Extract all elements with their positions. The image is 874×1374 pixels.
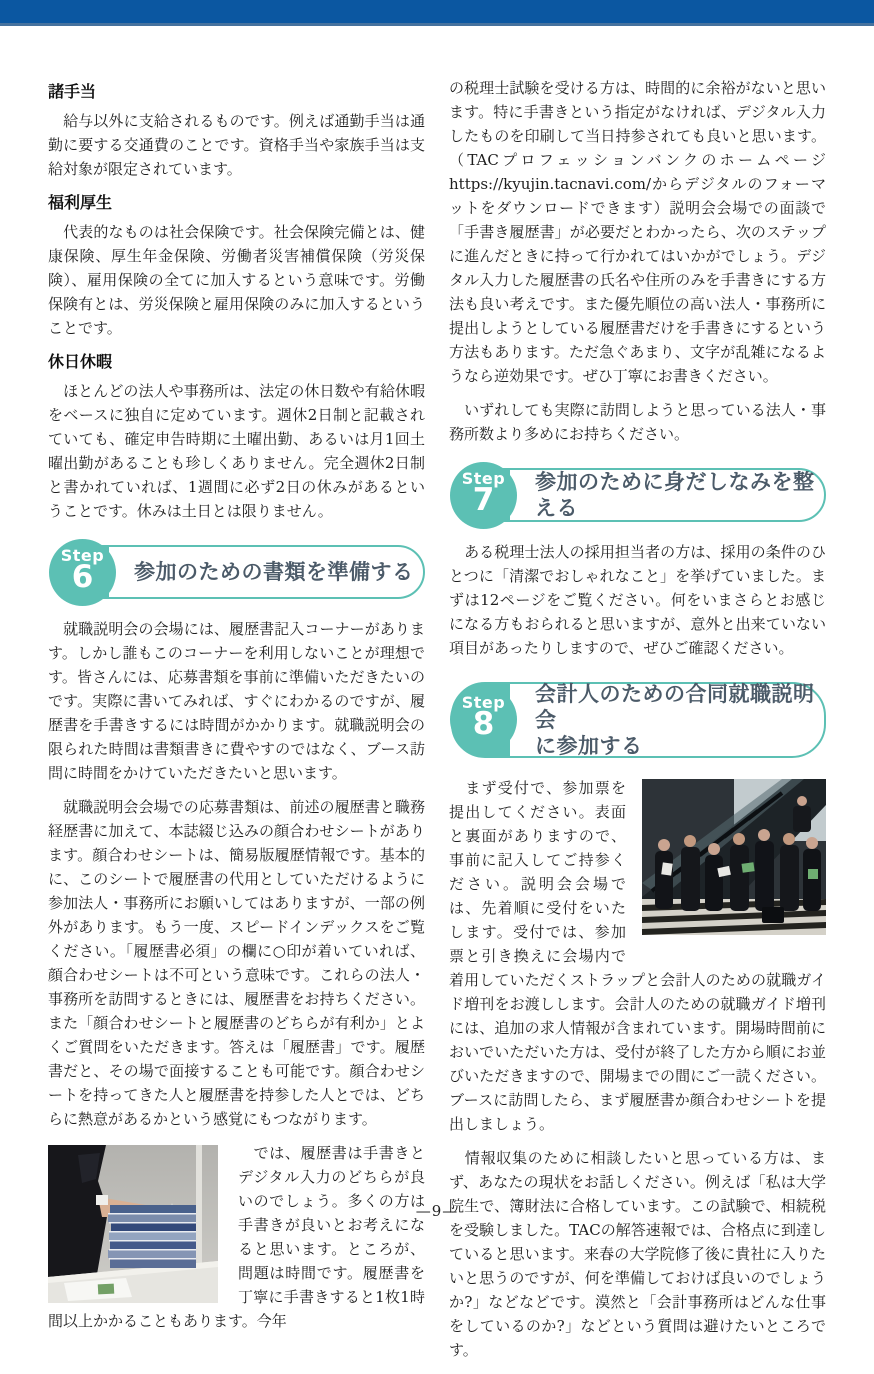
step6-paragraph-2: 就職説明会会場での応募書類は、前述の履歴書と職務経歴書に加えて、本誌綴じ込みの顔合わせシートがあります。顔合わせシートは、簡易版履歴情報です。基本的に、このシートで履歴書の代用としていただけるように参加法人・事務所にお願いしてはありますが、一部の例外があります。もう一度、スピードインデックスをご覧ください。「履歴書必須」の欄に○印が着いていれば、顔合わせシートは不可という意味です。これらの法人・事務所を訪問するときには、履歴書をお持ちください。また「顔合わせシートと履歴書のどちらが有利か」とよくご質問をいただきます。答えは「履歴書」です。履歴書だと、その場で面接することも可能です。顔合わせシートを持ってきた人と履歴書を持参した人とでは、どちらに熱意があるかという感覚にもつながります。: [48, 798, 425, 1128]
step7-title: [453, 470, 824, 520]
step8-number: 8: [472, 706, 495, 742]
step8-label: Step: [461, 693, 506, 712]
continued-paragraph: の税理士試験を受ける方は、時間的に余裕がないと思います。特に手書きという指定がなければ、デジタル入力したものを印刷して当日持参されても良いと思います。（TACプロフェッションバンクのホームページhttps://kyujin.tacnavi.com/からデジタルのフォーマットをダウンロードできます）説明会会場での面談で「手書き履歴書」が必要だとわかったら、次のステップに進んだときに持って行かれてはいかがでしょう。デジタル入力した履歴書の氏名や住所のみを手書きにする方法も良い考えです。また優先順位の高い法人・事務所に提出しようとしている履歴書だけを手書きにするという方法もあります。ただ急ぐあまり、文字が乱雑になるようなら逆効果です。ぜひ丁寧にお書きください。: [449, 79, 826, 385]
step8-paragraph-2: 情報収集のために相談したいと思っている方は、まず、あなたの現状をお話しください。例えば「私は大学院生で、簿財法に合格しています。この試験で、相続税を受験しました。TACの解答速報では、合格点に到達していると思います。来春の大学院修了後に貴社に入りたいと思うのですが、何を準備しておけば良いのでしょうか?」などなどです。漠然と「会計事務所はどんな仕事をしているのか?」などという質問は避けたいところです。: [449, 1149, 826, 1359]
section-body-allowances: 給与以外に支給されるものです。例えば通勤手当は通勤に要する交通費のことです。資格手当や家族手当は支給対象が限定されています。: [48, 112, 425, 178]
section-body-holidays: ほとんどの法人や事務所は、法定の休日数や有給休暇をベースに独自に定めています。週休2日制と記載されていても、確定申告時期に土曜出勤、あるいは月1回土曜出勤があることも珍しくありません。完全週休2日制と書かれていれば、1週間に必ず2日の休みがあるということです。休みは土日とは限りません。: [48, 382, 425, 520]
step7-badge: [451, 468, 826, 522]
step8-paragraph-1: まず受付で、参加票を提出してください。表面と裏面がありますので、事前に記入してご持参ください。説明会会場では、先着順に受付をいたします。受付では、参加票と引き換えに会場内で着用していただくストラップと会計人のための就職ガイド増刊をお渡しします。会計人のための就職ガイド増刊には、追加の求人情報が含まれています。開場時間前においでいただいた方は、受付が終了した方から順にお並びいただきますので、開場までの間にご一読ください。ブースに訪問したら、まず履歴書か顔合わせシートを提出しましょう。: [449, 779, 826, 1133]
step6-paragraph-3: では、履歴書は手書きとデジタル入力のどちらが良いのでしょう。多くの方は手書きが良いとお考えになると思います。ところが、問題は時間です。履歴書を丁寧に手書きすると1枚1時間以上かかることもあります。今年: [48, 1144, 425, 1330]
page-content: [0, 26, 874, 1374]
page-number: —9—: [415, 1202, 459, 1220]
step8-photo-block: [449, 776, 826, 1374]
step8-title: [453, 684, 824, 756]
right-column: [449, 76, 826, 1374]
step6-photo-block: [48, 1141, 425, 1345]
step8-badge: [451, 682, 826, 758]
bring-more-paragraph: いずれしても実際に訪問しようと思っている法人・事務所数より多めにお持ちください。: [449, 401, 826, 443]
section-body-benefits: 代表的なものは社会保険です。社会保険完備とは、健康保険、厚生年金保険、労働者災害補償保険（労災保険）、雇用保険の全てに加入するという意味です。労働保険有とは、労災保険と雇用保険のみに加入するということです。: [48, 223, 425, 337]
step6-badge: [50, 545, 425, 599]
step6-title: [52, 547, 423, 597]
step7-label: Step: [461, 469, 506, 488]
section-heading-benefits: 福利厚生: [48, 193, 113, 212]
step8-title-line1: 会計人のための合同就職説明会: [535, 682, 815, 732]
step7-number: 7: [472, 482, 495, 518]
step6-title-text: 参加のための書類を準備する: [134, 560, 414, 584]
step7-paragraph: ある税理士法人の採用担当者の方は、採用の条件のひとつに「清潔でおしゃれなこと」を挙げていました。まずは12ページをご覧ください。何をいまさらとお感じになる方もおられると思いますが、意外と出来ていない項目があったりしますので、ぜひご確認ください。: [449, 543, 826, 657]
job-fair-registration-queue-photo: [642, 779, 826, 935]
step8-title-line2: に参加する: [535, 734, 643, 758]
left-column: [48, 76, 425, 1374]
step6-label: Step: [60, 546, 105, 565]
section-heading-allowances: 諸手当: [48, 82, 97, 101]
step7-title-text: 参加のために身だしなみを整える: [535, 470, 815, 520]
job-fair-booth-handout-stack-photo: [48, 1145, 218, 1303]
step6-paragraph-1: 就職説明会の会場には、履歴書記入コーナーがあります。しかし誰もこのコーナーを利用しないことが理想です。皆さんには、応募書類を事前に準備いただきたいのです。実際に書いてみれば、すぐにわかるのですが、履歴書を手書きするには時間がかかります。就職説明会の限られた時間は書類書きに費やすのではなく、ブース訪問に時間をかけていただきたいと思います。: [48, 620, 425, 782]
top-header-band: [0, 0, 874, 26]
section-heading-holidays: 休日休暇: [48, 352, 113, 371]
step6-number: 6: [71, 559, 94, 595]
